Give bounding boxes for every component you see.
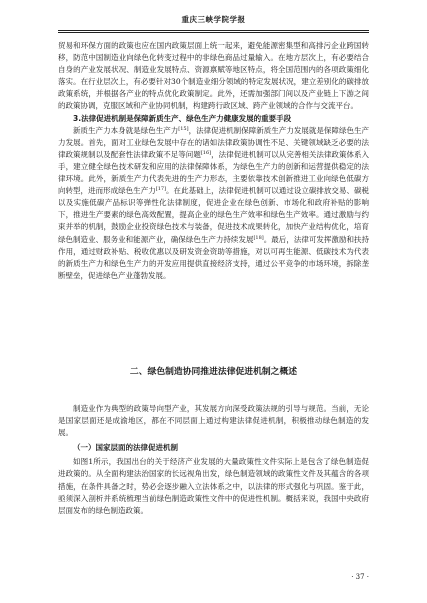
paragraph-intro: 制造业作为典型的政策导向型产业，其发展方向深受政策法规的引导与规范。当前，无论是国家层面还是成渝地区，都在不同层面上通过构建法律促进机制，积极推动绿色制造的发展。 [58, 404, 369, 438]
citation-ref: [18] [253, 234, 264, 241]
paragraph-national: 如图1所示，我国出台的关于经济产业发展的大量政策性文件实际上是包含了绿色制造促进政策的。从全面构建法治国家的长远视角出发，绿色制造领域的政策性文件及其蕴含的各项措施，在条件具备之时，势必会逐步融入立法体系之中，以法律的形式强化与巩固。鉴于此，亟须深入剖析并系统梳理当前绿色制造政策性文件中的促进性机制。概括来说，我国中央政府层面发布的绿色制造政策。 [58, 457, 369, 515]
body-top [58, 40, 369, 282]
subheading-3: 3.法律促进机制是保障新质生产、绿色生产力健康发展的重要手段 [73, 113, 292, 123]
header-rule-thin [58, 32, 369, 33]
text-segment: 。在此基础上，法律促进机制可以通过设立碳排放交易、碳税以及实施低碳产品标识等弹性化法律制度，促进企业在绿色创新、市场化和政府补贴的影响下，推进生产要素的绿色高效配置，提高企业的绿色生产效率和绿色生产效率。通过激励与约束并举的机制，鼓励企业投资绿色技术与装备，促进技术成果转化，加快产业结构优化，培育绿色制造业、服务业和能源产业，确保绿色生产力持续发展 [58, 186, 370, 244]
citation-ref: [15] [178, 125, 189, 132]
header-rule [58, 30, 369, 31]
paragraph-policy-coordination: 贸易和环保方面的政策也应在国内政策层面上统一起来，避免能源密集型和高排污企业跨国转移，防范中国制造业向绿色化转变过程中的非绿色商品过量输入。在地方层次上，有必要结合自身的产业发展状况、制造业发展特点、资源禀赋等地区特点，将全国范围内的各项政策细化落实。在行业层次上，有必要针对30个制造业细分领域的特定发展状况，建立差别化的碳排放政策系统，并根据各产业的特点优化政策制定。此外，还需加强部门间以及产业链上下游之间的政策协调，克服区域和产业协同机制，构建跨行政区域、跨产业领域的合作与交流平台。 [58, 41, 369, 111]
text-segment: ，法律促进机制保障新质生产力发展就是保障绿色生产力发展。首先，面对工业绿色发展中存在的诸如法律政策协调性不足、关键领域缺乏必要的法律政策规制以及配套性法律政策不足等问题 [58, 125, 370, 159]
subheading-national: （一）国家层面的法律促进机制 [73, 443, 178, 453]
text-segment: 。最后，法律可发挥激励和扶持作用，通过财政补贴、税收优惠以及研发资金资助等措施，对以可再生能源、低碳技术为代表的新质生产力和绿色生产力的开发应用提供直接经济支持，通过公平竞争的市场环境，拆除垄断壁垒，促进绿色产业蓬勃发展。 [58, 234, 370, 280]
citation-ref: [16] [200, 149, 212, 156]
section-heading: 二、绿色制造协同推进法律促进机制之概述 [129, 367, 298, 377]
page-number: · 37 · [351, 573, 369, 581]
citation-ref: [17] [155, 186, 167, 193]
text-segment: ，法律促进机制可以从完善相关法律政策体系入手，建立健全绿色技术研发和应用的法律保障体系，为绿色生产力的创新和运营提供稳定的法律环境。此外，新质生产力代表先进的生产力形态，主要依靠技术创新推进工业向绿色低碳方向转型，进而形成绿色生产力 [58, 149, 370, 196]
body-bottom [58, 403, 369, 517]
paragraph-legal-mechanism [58, 125, 369, 282]
running-header: 重庆三峡学院学报 [181, 15, 246, 24]
text-segment: 新质生产力本身就是绿色生产力 [73, 125, 179, 135]
